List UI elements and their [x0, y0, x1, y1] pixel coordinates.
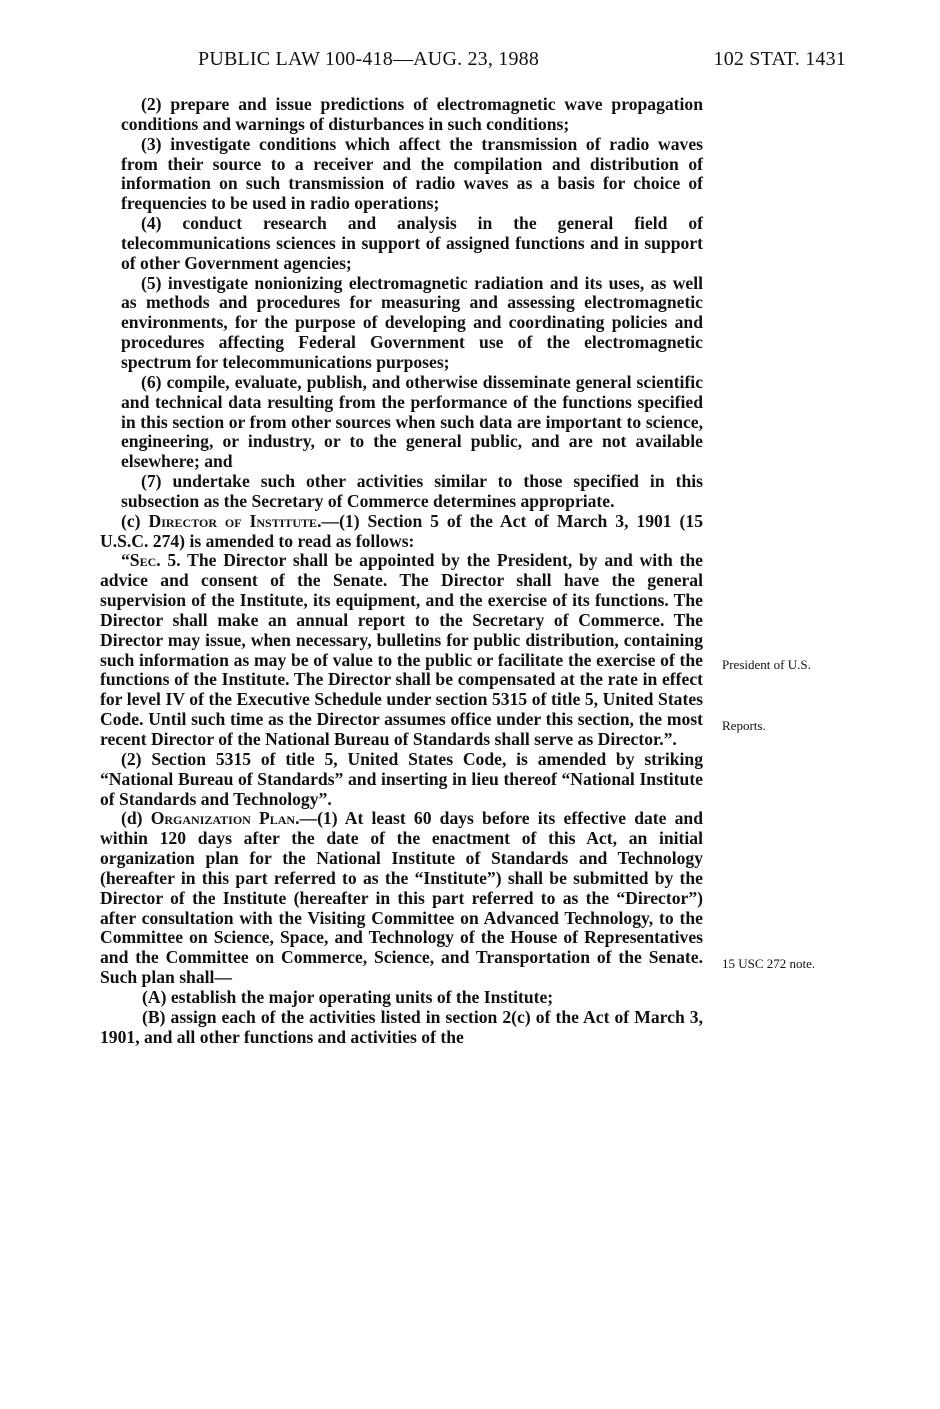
- subparagraph-B: (B) assign each of the activities listed in section 2(c) of the Act of March 3, 1901, and all other functions and activities of the: [100, 1006, 703, 1047]
- subsection-c-heading: Director of Institute.: [148, 510, 322, 531]
- section-5-body: 5. The Director shall be appointed by the President, by and with the advice and consent of the Senate. The Director shall have the general supervision of the Institute, its equipment, and the exercise of its functions. The Director shall make an annual report to the Secretary of Commerce. The Director may issue, when necessary, bulletins for public distribution, containing such information as may be of value to the public or facilitate the exercise of the functions of the Institute. The Director shall be compensated at the rate in effect for level IV of the Executive Schedule under section 5315 of title 5, United States Code. Until such time as the Director assumes office under this section, the most recent Director of the National Bureau of Standards shall serve as Director.”.: [100, 550, 703, 749]
- subsection-d-prefix: (d): [121, 808, 143, 829]
- subparagraph-A: (A) establish the major operating units of the Institute;: [142, 986, 554, 1007]
- paragraph-4: (4) conduct research and analysis in the general field of telecommunications sciences in support of assigned functions and in support of other Government agencies;: [121, 213, 703, 273]
- paragraph-3: (3) investigate conditions which affect the transmission of radio waves from their source to a receiver and the compilation and distribution of information on such transmission of radio waves as a basis for choice of frequencies to be used in radio operations;: [121, 133, 703, 214]
- section-5-label: Sec.: [129, 550, 161, 571]
- subsection-c-prefix: (c): [121, 510, 141, 531]
- subsection-c: [100, 512, 703, 552]
- paragraph-7: (7) undertake such other activities similar to those specified in this subsection as the Secretary of Commerce determines appropriate.: [121, 471, 703, 511]
- margin-note-reports: Reports.: [722, 718, 766, 733]
- margin-note-usc: 15 USC 272 note.: [722, 956, 816, 971]
- section-5-text: [100, 551, 703, 749]
- subsection-c-text: —(1) Section 5 of the Act of March 3, 1901 (15 U.S.C. 274) is amended to read as follows:: [100, 510, 703, 551]
- margin-note-president: President of U.S.: [722, 657, 811, 672]
- section-5-open-quote: “: [121, 550, 130, 571]
- body-text: [100, 95, 703, 1048]
- page-header: [198, 44, 846, 74]
- header-stat-number: 102 STAT. 1431: [713, 48, 846, 70]
- paragraph-5: (5) investigate nonionizing electromagnetic radiation and its uses, as well as methods and procedures for measuring and assessing electromagnetic environments, for the purpose of developing and coordinating policies and procedures affecting Federal Government use of the electromagnetic spectrum for telecommunications purposes;: [121, 272, 703, 372]
- subsection-d-heading: Organization Plan.: [150, 808, 300, 829]
- subsection-d-text: —(1) At least 60 days before its effective date and within 120 days after the date of the enactment of this Act, an initial organization plan for the National Institute of Standards and Technology (hereafter in this part referred to as the “Institute”) shall be submitted by the Director of the Institute (hereafter in this part referred to as the “Director”) after consultation with the Visiting Committee on Advanced Technology, to the Committee on Science, Space, and Technology of the House of Representatives and the Committee on Commerce, Science, and Transportation of the Senate. Such plan shall—: [100, 808, 703, 988]
- paragraph-2: (2) prepare and issue predictions of electromagnetic wave propagation conditions and warnings of disturbances in such conditions;: [121, 94, 703, 134]
- header-public-law: PUBLIC LAW 100-418—AUG. 23, 1988: [198, 48, 540, 70]
- subsection-d: [100, 809, 703, 988]
- subsection-c-2: (2) Section 5315 of title 5, United States Code, is amended by striking “National Bureau of Standards” and inserting in lieu thereof “National Institute of Standards and Technology”.: [100, 748, 703, 809]
- paragraph-6: (6) compile, evaluate, publish, and otherwise disseminate general scientific and technical data resulting from the performance of the functions specified in this section or from other sources when such data are important to science, engineering, or industry, or to the general public, and are not available elsewhere; and: [121, 371, 703, 472]
